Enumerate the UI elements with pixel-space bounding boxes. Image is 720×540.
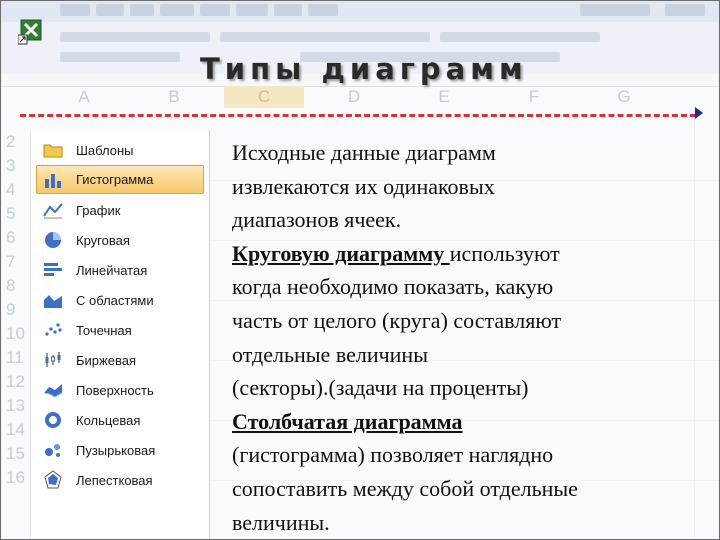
column-header: D: [347, 87, 361, 106]
body-line: сопоставить между собой отдельные: [232, 475, 578, 501]
chart-type-label: Линейчатая: [76, 262, 148, 278]
column-header: E: [438, 87, 450, 106]
body-line: часть от целого (круга) составляют: [232, 307, 562, 333]
row-number: 6: [6, 228, 16, 247]
term-pie-chart: Круговую диаграмму: [232, 240, 450, 266]
row-number: 16: [6, 468, 25, 487]
column-header: C: [224, 86, 304, 108]
slide-title: Типы диаграмм: [200, 52, 528, 86]
chart-type-label: С областями: [76, 292, 154, 308]
chart-type-label: Пузырьковая: [76, 442, 156, 458]
row-number: 13: [6, 396, 25, 415]
body-line: величины.: [232, 509, 330, 535]
chart-type-label: Шаблоны: [76, 142, 134, 158]
row-number: 8: [6, 276, 16, 295]
row-number: 9: [6, 300, 16, 319]
column-header: G: [617, 87, 631, 106]
row-number: 2: [6, 132, 16, 151]
row-number: 10: [6, 324, 25, 343]
chart-type-label: Точечная: [76, 322, 132, 338]
column-header: B: [168, 87, 180, 106]
column-header: A: [78, 87, 90, 106]
column-header: F: [528, 87, 540, 106]
row-number: 14: [6, 420, 25, 439]
row-number: 15: [6, 444, 25, 463]
body-line: диапазонов ячеек.: [232, 207, 402, 233]
chart-type-label: Гистограмма: [76, 172, 154, 187]
body-line: отдельные величины: [232, 341, 428, 367]
body-line: (гистограмма) позволяет наглядно: [232, 442, 554, 468]
chart-type-label: Биржевая: [76, 352, 136, 368]
body-line: извлекаются их одинаковых: [232, 173, 495, 199]
body-line: когда необходимо показать, какую: [232, 274, 554, 300]
body-fragment: используют: [449, 240, 560, 266]
chart-type-label: Поверхность: [76, 382, 154, 398]
row-number: 5: [6, 204, 16, 223]
body-line: Исходные данные диаграмм: [232, 140, 496, 165]
chart-type-label: Лепестковая: [76, 472, 153, 488]
chart-type-label: Кольцевая: [76, 412, 141, 428]
row-number: 7: [6, 252, 16, 271]
chart-type-label: График: [76, 202, 121, 218]
term-column-chart: Столбчатая диаграмма: [232, 408, 463, 434]
row-number: 12: [6, 372, 25, 391]
row-number: 11: [6, 348, 24, 367]
body-line: (секторы).(задачи на проценты): [232, 375, 529, 401]
chart-type-label: Круговая: [76, 232, 130, 248]
row-number: 4: [6, 180, 16, 199]
row-number: 3: [6, 156, 16, 175]
